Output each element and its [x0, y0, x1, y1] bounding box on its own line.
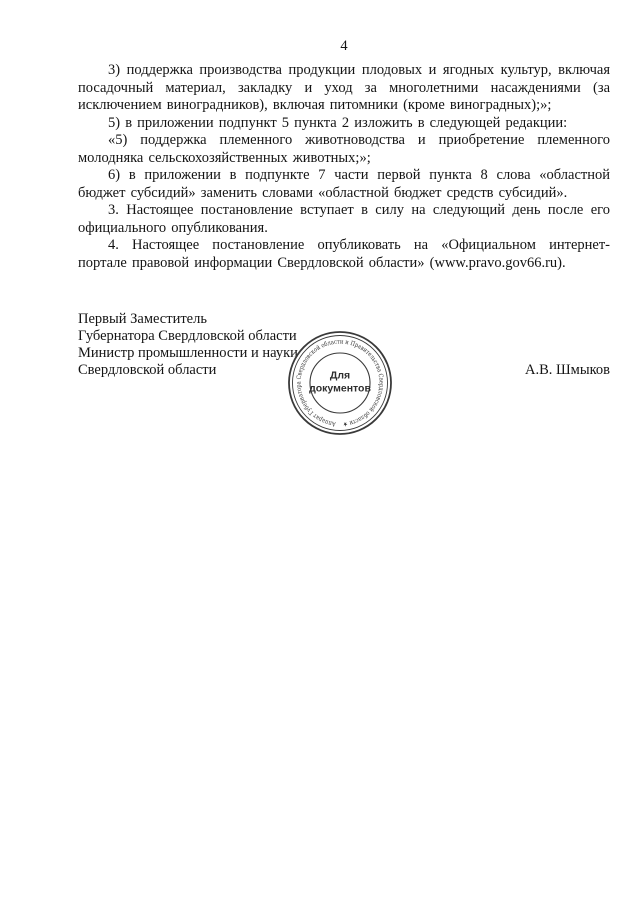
signatory-position [78, 311, 298, 379]
body-paragraph-subitem5-text: «5) поддержка племенного животноводства и приобретение племенного молодняка сельскохозяйственных животных;»; [78, 132, 610, 166]
signature-block [78, 311, 610, 379]
body-paragraph-subitem3: 3) поддержка производства продукции плодовых и ягодных культур, включая посадочный материал, закладку и уход за многолетними насаждениями (за исключением виноградников), включая питомники (кроме виноградных);»; [78, 62, 610, 113]
body-paragraph-subitem5-intro: 5) в приложении подпункт 5 пункта 2 изложить в следующей редакции: [108, 114, 568, 131]
body-paragraph-item4: 4. Настоящее постановление опубликовать на «Официальном интернет-портале правовой информации Свердловской области» (www.pravo.gov66.ru). [78, 237, 610, 271]
signatory-position-line-3: Министр промышленности и науки [78, 345, 298, 361]
signatory-position-line-4: Свердловской области [78, 362, 217, 378]
stamp-center-line-1: Для [329, 369, 351, 382]
signatory-name: А.В. Шмыков [525, 362, 610, 378]
page-number: 4 [340, 38, 348, 54]
signatory-position-line-2: Губернатора Свердловской области [78, 328, 297, 344]
signatory-position-line-1: Первый Заместитель [78, 311, 207, 327]
body-paragraph-subitem6: 6) в приложении в подпункте 7 части первой пункта 8 слова «областной бюджет субсидий» заменить словами «областной бюджет средств субсидий». [78, 167, 610, 201]
stamp-center-line-2: документов [309, 382, 371, 395]
stamp-ring-text: Аппарат Губернатора Свердловской области и Правительства Свердловской области ★ [295, 338, 385, 428]
document-content [78, 38, 610, 379]
body-paragraph-item3: 3. Настоящее постановление вступает в силу на следующий день после его официального опубликования. [78, 202, 610, 236]
